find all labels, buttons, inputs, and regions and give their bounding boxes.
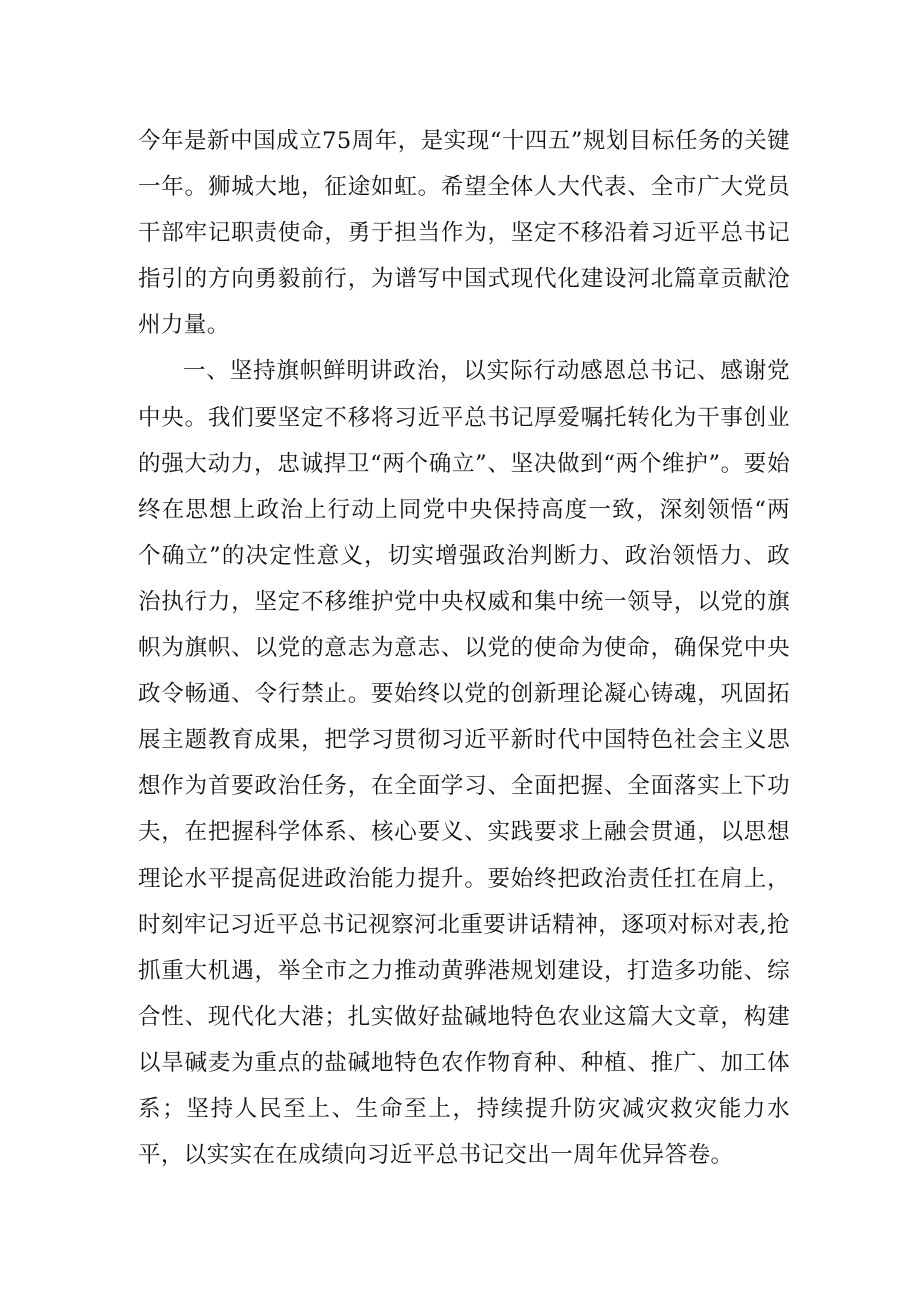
paragraph-intro: 今年是新中国成立75周年，是实现“十四五”规划目标任务的关键一年。狮城大地，征途如虹。希望全体人大代表、全市广大党员干部牢记职责使命，勇于担当作为，坚定不移沿着习近平总书记指引的方向勇毅前行，为谱写中国式现代化建设河北篇章贡献沧州力量。 xyxy=(138,128,790,339)
paragraph-section-one: 一、坚持旗帜鲜明讲政治，以实际行动感恩总书记、感谢党中央。我们要坚定不移将习近平总书记厚爱嘱托转化为干事创业的强大动力，忠诚捍卫“两个确立”、坚决做到“两个维护”。要始终在思想上政治上行动上同党中央保持高度一致，深刻领悟“两个确立”的决定性意义，切实增强政治判断力、政治领悟力、政治执行力，坚定不移维护党中央权威和集中统一领导，以党的旗帜为旗帜、以党的意志为意志、以党的使命为使命，确保党中央政令畅通、令行禁止。要始终以党的创新理论凝心铸魂，巩固拓展主题教育成果，把学习贯彻习近平新时代中国特色社会主义思想作为首要政治任务，在全面学习、全面把握、全面落实上下功夫，在把握科学体系、核心要义、实践要求上融会贯通，以思想理论水平提高促进政治能力提升。要始终把政治责任扛在肩上，时刻牢记习近平总书记视察河北重要讲话精神，逐项对标对表,抢抓重大机遇，举全市之力推动黄骅港规划建设，打造多功能、综合性、现代化大港；扎实做好盐碱地特色农业这篇大文章，构建以旱碱麦为重点的盐碱地特色农作物育种、种植、推广、加工体系；坚持人民至上、生命至上，持续提升防灾减灾救灾能力水平，以实实在在成绩向习近平总书记交出一周年优异答卷。 xyxy=(138,358,790,1169)
document-body xyxy=(138,118,790,1178)
